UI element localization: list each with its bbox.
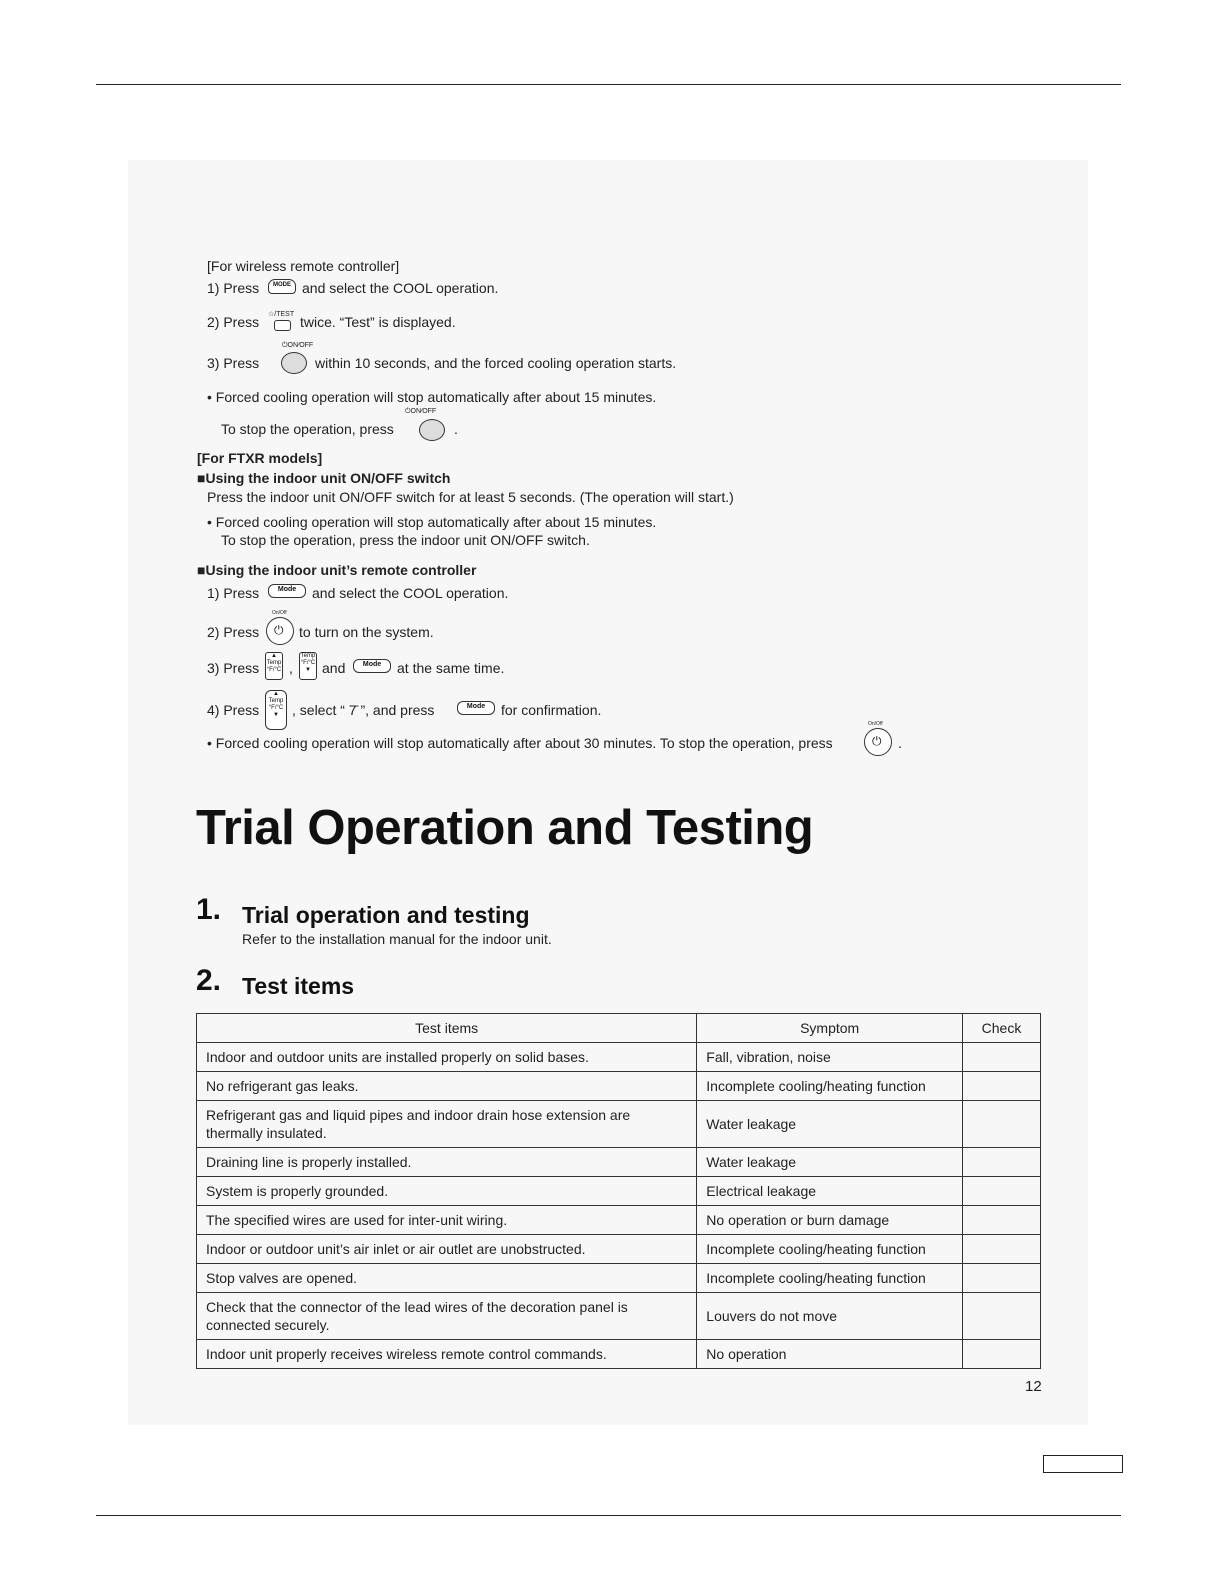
check-cell[interactable]	[963, 1340, 1041, 1369]
wireless-stop-pre: To stop the operation, press	[221, 421, 394, 437]
switch-heading: ■Using the indoor unit ON/OFF switch	[197, 470, 451, 486]
test-item: Check that the connector of the lead wires of the decoration panel is connected securely.	[197, 1293, 697, 1340]
symptom: Fall, vibration, noise	[697, 1043, 963, 1072]
mode-button-icon: MODE	[268, 279, 296, 294]
wireless-step3-pre: 3) Press	[207, 355, 260, 371]
remote-step3-pre: 3) Press	[207, 660, 260, 676]
remote-heading: ■Using the indoor unit’s remote controller	[197, 562, 477, 578]
wireless-step2-post: twice. “Test” is displayed.	[300, 314, 456, 330]
temp-down-button-icon: Temp °F/°C ▼	[299, 652, 317, 680]
remote-step2-pre: 2) Press	[207, 624, 260, 640]
wireless-step1-post: and select the COOL operation.	[302, 280, 499, 296]
switch-text: Press the indoor unit ON/OFF switch for at least 5 seconds. (The operation will start.)	[207, 489, 734, 505]
test-button-label: ☆/TEST	[268, 311, 295, 318]
section-2-title: Test items	[242, 973, 355, 999]
table-header-row	[197, 1014, 1041, 1043]
header-test-items: Test items	[197, 1014, 697, 1043]
test-items-table	[196, 1013, 1041, 1369]
table-row	[197, 1293, 1041, 1340]
symptom: No operation or burn damage	[697, 1206, 963, 1235]
test-item: The specified wires are used for inter-unit wiring.	[197, 1206, 697, 1235]
remote-step1-pre: 1) Press	[207, 585, 260, 601]
symptom: Incomplete cooling/heating function	[697, 1264, 963, 1293]
remote-step3-comma: ,	[289, 660, 293, 676]
check-cell[interactable]	[963, 1043, 1041, 1072]
symptom: Water leakage	[697, 1101, 963, 1148]
remote-step3-and: and	[322, 660, 346, 676]
remote-bullet: • Forced cooling operation will stop automatically after about 30 minutes. To stop the operation, press	[207, 735, 833, 751]
symptom: Louvers do not move	[697, 1293, 963, 1340]
table-row	[197, 1043, 1041, 1072]
table-row	[197, 1264, 1041, 1293]
onoff-button-icon	[281, 352, 307, 374]
ftxr-header: [For FTXR models]	[197, 450, 323, 466]
check-cell[interactable]	[963, 1072, 1041, 1101]
temp-updown-button-icon: ▲ Temp °F/°C ▼	[265, 690, 287, 730]
remote-bullet-end: .	[898, 735, 902, 751]
mode-button-icon-4: Mode	[457, 701, 495, 715]
blank-box	[1043, 1455, 1123, 1473]
test-item: System is properly grounded.	[197, 1177, 697, 1206]
switch-bullet2: To stop the operation, press the indoor unit ON/OFF switch.	[221, 532, 590, 548]
remote-step4-mid: , select “ 7̄ ”, and press	[292, 702, 435, 718]
wireless-bullet1: • Forced cooling operation will stop automatically after about 15 minutes.	[207, 389, 657, 405]
check-cell[interactable]	[963, 1235, 1041, 1264]
remote-step1-post: and select the COOL operation.	[312, 585, 509, 601]
check-cell[interactable]	[963, 1293, 1041, 1340]
check-cell[interactable]	[963, 1264, 1041, 1293]
onoff-label-2: ⏻ON∕OFF	[405, 408, 437, 415]
power-icon: ⏻	[274, 623, 284, 637]
top-rule	[96, 84, 1121, 85]
test-button-icon	[274, 320, 291, 331]
symptom: Incomplete cooling/heating function	[697, 1235, 963, 1264]
power-icon-2: ⏻	[872, 734, 882, 748]
temp-up-button-icon: ▲ Temp °F/°C	[265, 652, 283, 680]
test-item: Refrigerant gas and liquid pipes and indoor drain hose extension are thermally insulated.	[197, 1101, 697, 1148]
onoff-button-icon-2	[419, 419, 445, 441]
table-row	[197, 1235, 1041, 1264]
test-item: Indoor and outdoor units are installed properly on solid bases.	[197, 1043, 697, 1072]
remote-step3-post: at the same time.	[397, 660, 505, 676]
check-cell[interactable]	[963, 1206, 1041, 1235]
table-row	[197, 1340, 1041, 1369]
test-item: Draining line is properly installed.	[197, 1148, 697, 1177]
wireless-stop-post: .	[454, 421, 458, 437]
onoff-small-label-2: On/Off	[868, 721, 883, 727]
section-1-number: 1.	[196, 893, 222, 926]
table-row	[197, 1072, 1041, 1101]
section-1-text: Refer to the installation manual for the indoor unit.	[242, 931, 552, 947]
table-row	[197, 1148, 1041, 1177]
mode-button-icon-3: Mode	[353, 659, 391, 673]
page-number: 12	[1025, 1378, 1042, 1395]
test-item: Stop valves are opened.	[197, 1264, 697, 1293]
table-row	[197, 1177, 1041, 1206]
section-2-number: 2.	[196, 964, 222, 997]
bottom-rule	[96, 1515, 1121, 1516]
symptom: Electrical leakage	[697, 1177, 963, 1206]
test-item: No refrigerant gas leaks.	[197, 1072, 697, 1101]
check-cell[interactable]	[963, 1101, 1041, 1148]
symptom: Water leakage	[697, 1148, 963, 1177]
wireless-step1-pre: 1) Press	[207, 280, 260, 296]
mode-button-icon-2: Mode	[268, 584, 306, 598]
check-cell[interactable]	[963, 1177, 1041, 1206]
header-check: Check	[963, 1014, 1041, 1043]
onoff-small-label: On/Off	[272, 610, 287, 616]
check-cell[interactable]	[963, 1148, 1041, 1177]
symptom: Incomplete cooling/heating function	[697, 1072, 963, 1101]
header-symptom: Symptom	[697, 1014, 963, 1043]
table-row	[197, 1101, 1041, 1148]
wireless-step3-post: within 10 seconds, and the forced cooling operation starts.	[315, 355, 677, 371]
test-item: Indoor unit properly receives wireless remote control commands.	[197, 1340, 697, 1369]
onoff-label: ⏻ON∕OFF	[282, 342, 314, 349]
test-item: Indoor or outdoor unit’s air inlet or air outlet are unobstructed.	[197, 1235, 697, 1264]
switch-bullet1: • Forced cooling operation will stop automatically after about 15 minutes.	[207, 514, 657, 530]
page-title: Trial Operation and Testing	[196, 801, 814, 855]
remote-step4-pre: 4) Press	[207, 702, 260, 718]
wireless-step2-pre: 2) Press	[207, 314, 260, 330]
remote-step4-post: for confirmation.	[501, 702, 602, 718]
table-row	[197, 1206, 1041, 1235]
remote-step2-post: to turn on the system.	[299, 624, 434, 640]
section-1-title: Trial operation and testing	[242, 902, 530, 928]
symptom: No operation	[697, 1340, 963, 1369]
wireless-header: [For wireless remote controller]	[207, 258, 400, 274]
